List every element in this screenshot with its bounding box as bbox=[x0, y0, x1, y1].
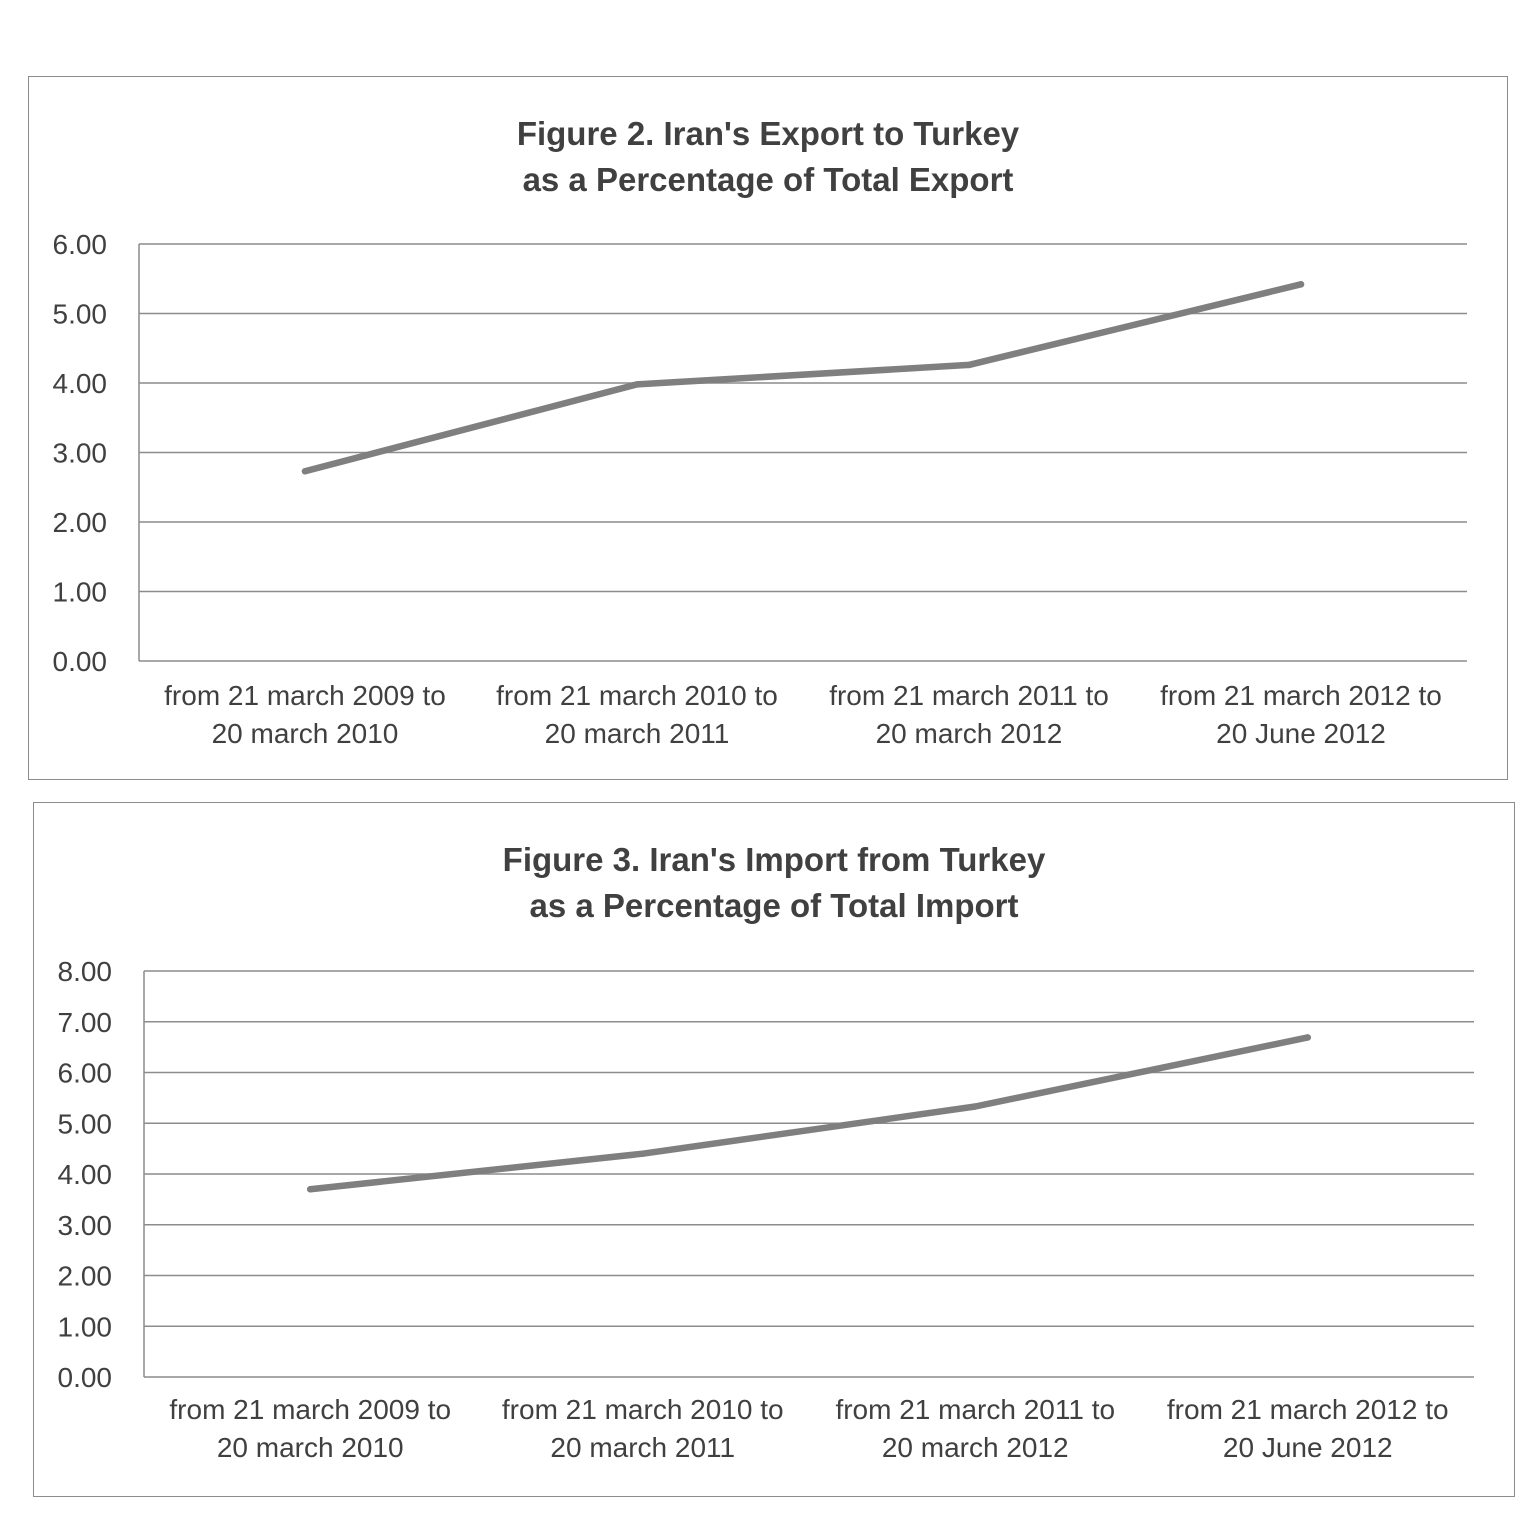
y-tick-label: 6.00 bbox=[52, 229, 107, 260]
x-tick-label: from 21 march 2012 to bbox=[1166, 1394, 1449, 1425]
y-tick-label: 8.00 bbox=[57, 956, 112, 987]
chart-title-line: as a Percentage of Total Import bbox=[529, 887, 1019, 924]
y-tick-label: 4.00 bbox=[57, 1159, 112, 1190]
y-tick-label: 4.00 bbox=[52, 368, 107, 399]
y-tick-label: 2.00 bbox=[57, 1260, 112, 1292]
y-tick-label: 7.00 bbox=[57, 1006, 112, 1038]
data-point bbox=[302, 468, 308, 474]
data-point bbox=[972, 1103, 978, 1109]
x-tick-label: 20 march 2011 bbox=[544, 718, 730, 749]
x-tick-label: 20 march 2010 bbox=[216, 1432, 404, 1463]
x-tick-label: from 21 march 2012 to bbox=[1160, 680, 1442, 711]
data-point bbox=[640, 1151, 646, 1157]
x-tick-label: 20 June 2012 bbox=[1222, 1432, 1393, 1463]
series-line bbox=[310, 1037, 1308, 1189]
x-tick-label: from 21 march 2011 to bbox=[829, 680, 1109, 711]
x-tick-label: 20 march 2010 bbox=[211, 718, 399, 749]
x-tick-label: from 21 march 2010 to bbox=[496, 680, 778, 711]
line-chart-export bbox=[29, 77, 1509, 781]
x-tick-label: from 21 march 2011 to bbox=[835, 1394, 1116, 1425]
y-tick-label: 1.00 bbox=[52, 576, 107, 608]
y-tick-label: 0.00 bbox=[52, 646, 107, 677]
x-tick-label: 20 march 2012 bbox=[875, 718, 1063, 749]
series-line bbox=[305, 284, 1301, 471]
y-tick-label: 3.00 bbox=[57, 1209, 112, 1241]
data-point bbox=[1298, 281, 1304, 287]
y-tick-label: 2.00 bbox=[52, 507, 107, 538]
chart-title-line: Figure 2. Iran's Export to Turkey bbox=[516, 115, 1020, 152]
x-tick-label: from 21 march 2010 to bbox=[501, 1394, 784, 1425]
chart-title-line: Figure 3. Iran's Import from Turkey bbox=[502, 841, 1046, 878]
x-tick-label: from 21 march 2009 to bbox=[164, 680, 446, 711]
y-tick-label: 0.00 bbox=[57, 1362, 112, 1393]
data-point bbox=[634, 381, 640, 387]
data-point bbox=[1305, 1034, 1311, 1040]
chart-panel-export bbox=[28, 76, 1508, 780]
y-tick-label: 3.00 bbox=[52, 437, 107, 469]
y-tick-label: 1.00 bbox=[57, 1311, 112, 1343]
x-tick-label: 20 June 2012 bbox=[1216, 718, 1386, 749]
x-tick-label: 20 march 2011 bbox=[550, 1432, 736, 1463]
line-chart-import bbox=[34, 803, 1516, 1498]
y-tick-label: 5.00 bbox=[57, 1108, 112, 1140]
x-tick-label: 20 march 2012 bbox=[881, 1432, 1069, 1463]
chart-title-line: as a Percentage of Total Export bbox=[522, 161, 1014, 198]
data-point bbox=[307, 1186, 313, 1192]
y-tick-label: 6.00 bbox=[57, 1057, 112, 1089]
x-tick-label: from 21 march 2009 to bbox=[169, 1394, 452, 1425]
chart-panel-import bbox=[33, 802, 1515, 1497]
y-tick-label: 5.00 bbox=[52, 298, 107, 330]
data-point bbox=[966, 362, 972, 368]
